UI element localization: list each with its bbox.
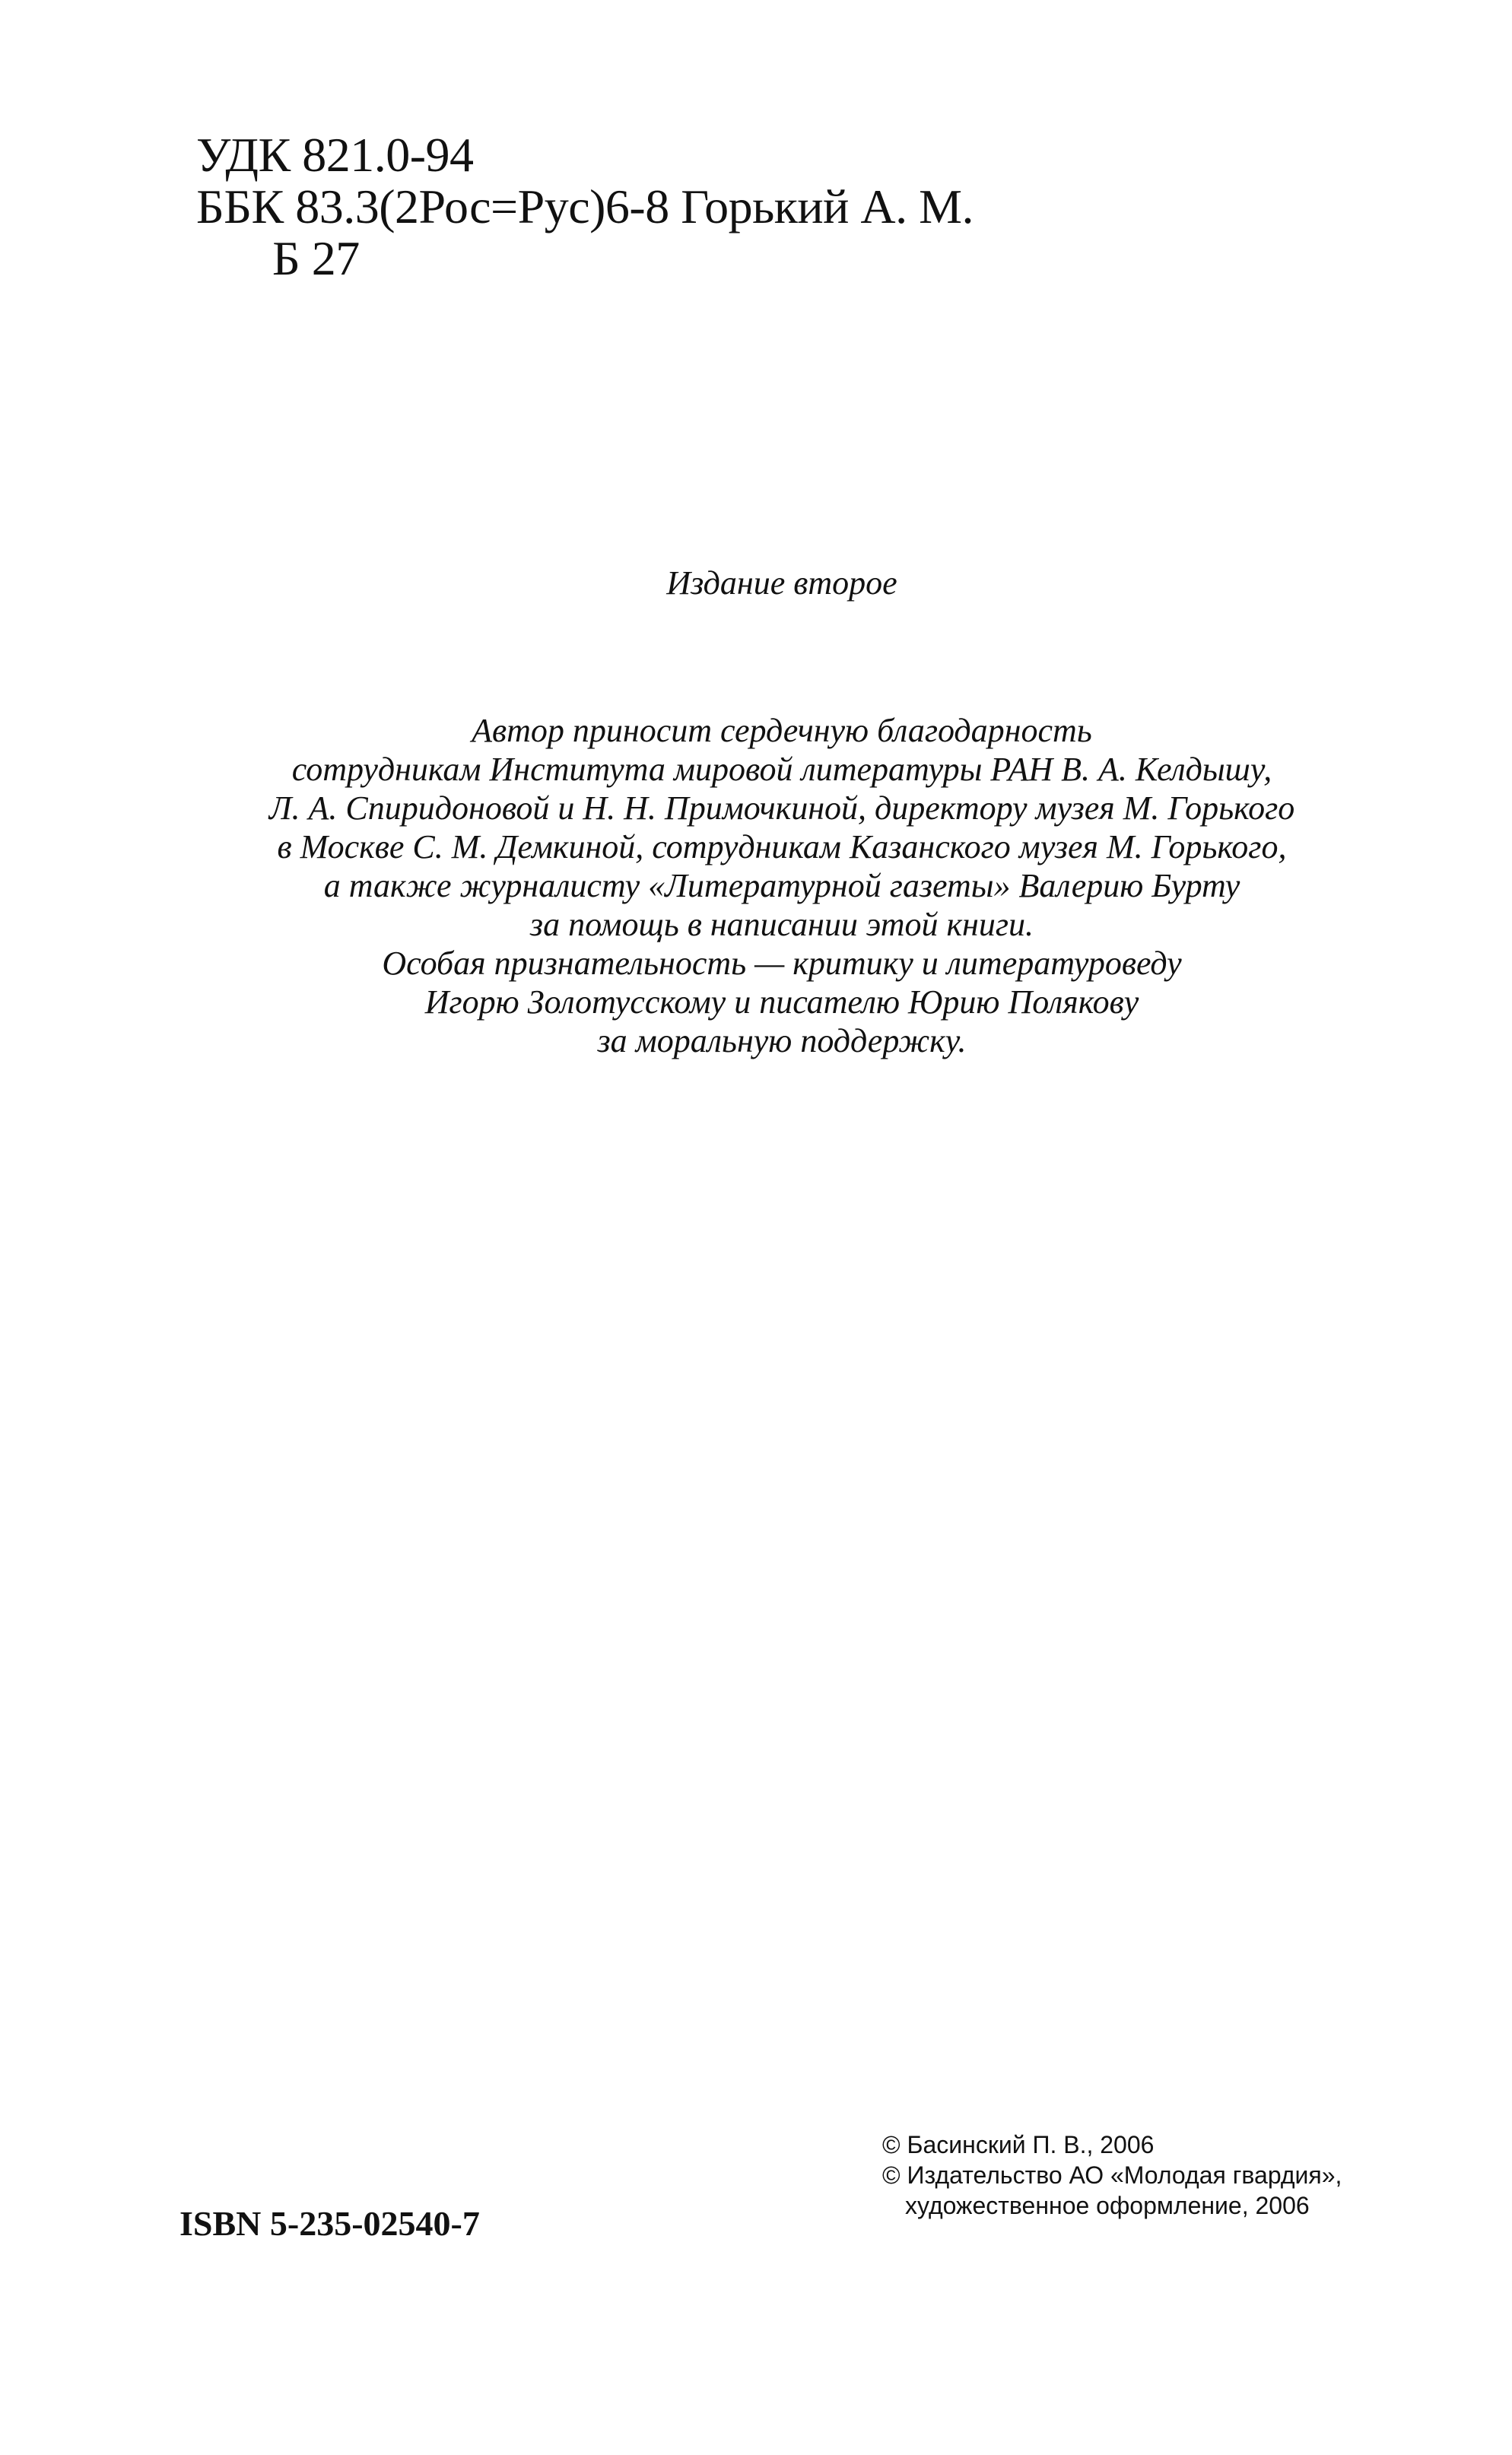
acknowledgement-line: за помощь в написании этой книги.: [529, 906, 1034, 943]
acknowledgement-line: а также журналисту «Литературной газеты» Валерию Бурту: [323, 867, 1240, 904]
isbn-number: ISBN 5-235-02540-7: [179, 2204, 480, 2243]
edition-label: Издание второе: [666, 564, 897, 602]
acknowledgement-line: сотрудникам Института мировой литературы РАН В. А. Келдышу,: [291, 751, 1272, 788]
copyright-line-author: © Басинский П. В., 2006: [882, 2131, 1155, 2158]
copyright-block: [882, 2129, 1342, 2221]
acknowledgement-line: Особая признательность — критику и литературоведу: [382, 945, 1182, 982]
udk-code: УДК 821.0-94: [196, 128, 474, 182]
acknowledgement-line: за моральную поддержку.: [597, 1022, 967, 1059]
acknowledgement-line: в Москве С. М. Демкиной, сотрудникам Казанского музея М. Горького,: [277, 828, 1287, 865]
copyright-line-publisher: © Издательство АО «Молодая гвардия»,: [882, 2161, 1342, 2189]
copyright-line-design: художественное оформление, 2006: [905, 2192, 1310, 2219]
acknowledgement-line: Игорю Золотусскому и писателю Юрию Полякову: [424, 983, 1139, 1021]
acknowledgements-block: [0, 711, 1512, 1060]
classification-block: [196, 129, 974, 284]
acknowledgement-line: Л. А. Спиридоновой и Н. Н. Примочкиной, директору музея М. Горького: [268, 789, 1295, 827]
author-mark: Б 27: [272, 231, 360, 285]
acknowledgement-line: Автор приносит сердечную благодарность: [472, 712, 1092, 749]
bbk-code: ББК 83.3(2Рос=Рус)6-8 Горький А. М.: [196, 179, 974, 233]
